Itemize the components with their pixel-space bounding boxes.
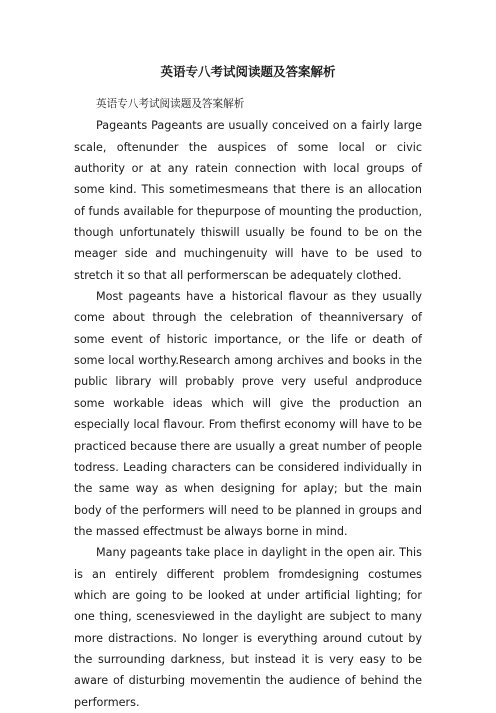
paragraph: Many pageants take place in daylight in the open air. This is an entirely different problem fromdesigning costumes which are going to be looked at under artificial lighting; for one thing, scenesviewed in the daylight are subject to many more distractions. No longer is everything around cutout by the surrounding darkness, but instead it is very easy to be aware of disturbing movementin the audience of behind the performers. — [74, 546, 422, 709]
document-body — [74, 94, 422, 713]
paragraph: Most pageants have a historical flavour as they usually come about through the celebration of theanniversary of some event of historic importance, or the life or death of some local worthy.Research among archives and books in the public library will probably prove very useful andproduce some workable ideas which will give the production an especially local flavour. From thefirst economy will have to be practiced because there are usually a great number of people todress. Leading characters can be considered individually in the same way as when designing for aplay; but the main body of the performers will need to be planned in groups and the massed effectmust be always borne in mind. — [74, 290, 422, 538]
document-subtitle: 英语专八考试阅读题及答案解析 — [96, 98, 245, 110]
document-title: 英语专八考试阅读题及答案解析 — [160, 64, 336, 79]
paragraph: Pageants Pageants are usually conceived on a fairly large scale, oftenunder the auspices of some local or civic authority or at any ratein connection with local groups of some kind. This sometimesmeans that there is an allocation of funds available for thepurpose of mounting the production, though unfortunately thiswill usually be found to be on the meager side and muchingenuity will have to be used to stretch it so that all performerscan be adequately clothed. — [74, 119, 422, 282]
